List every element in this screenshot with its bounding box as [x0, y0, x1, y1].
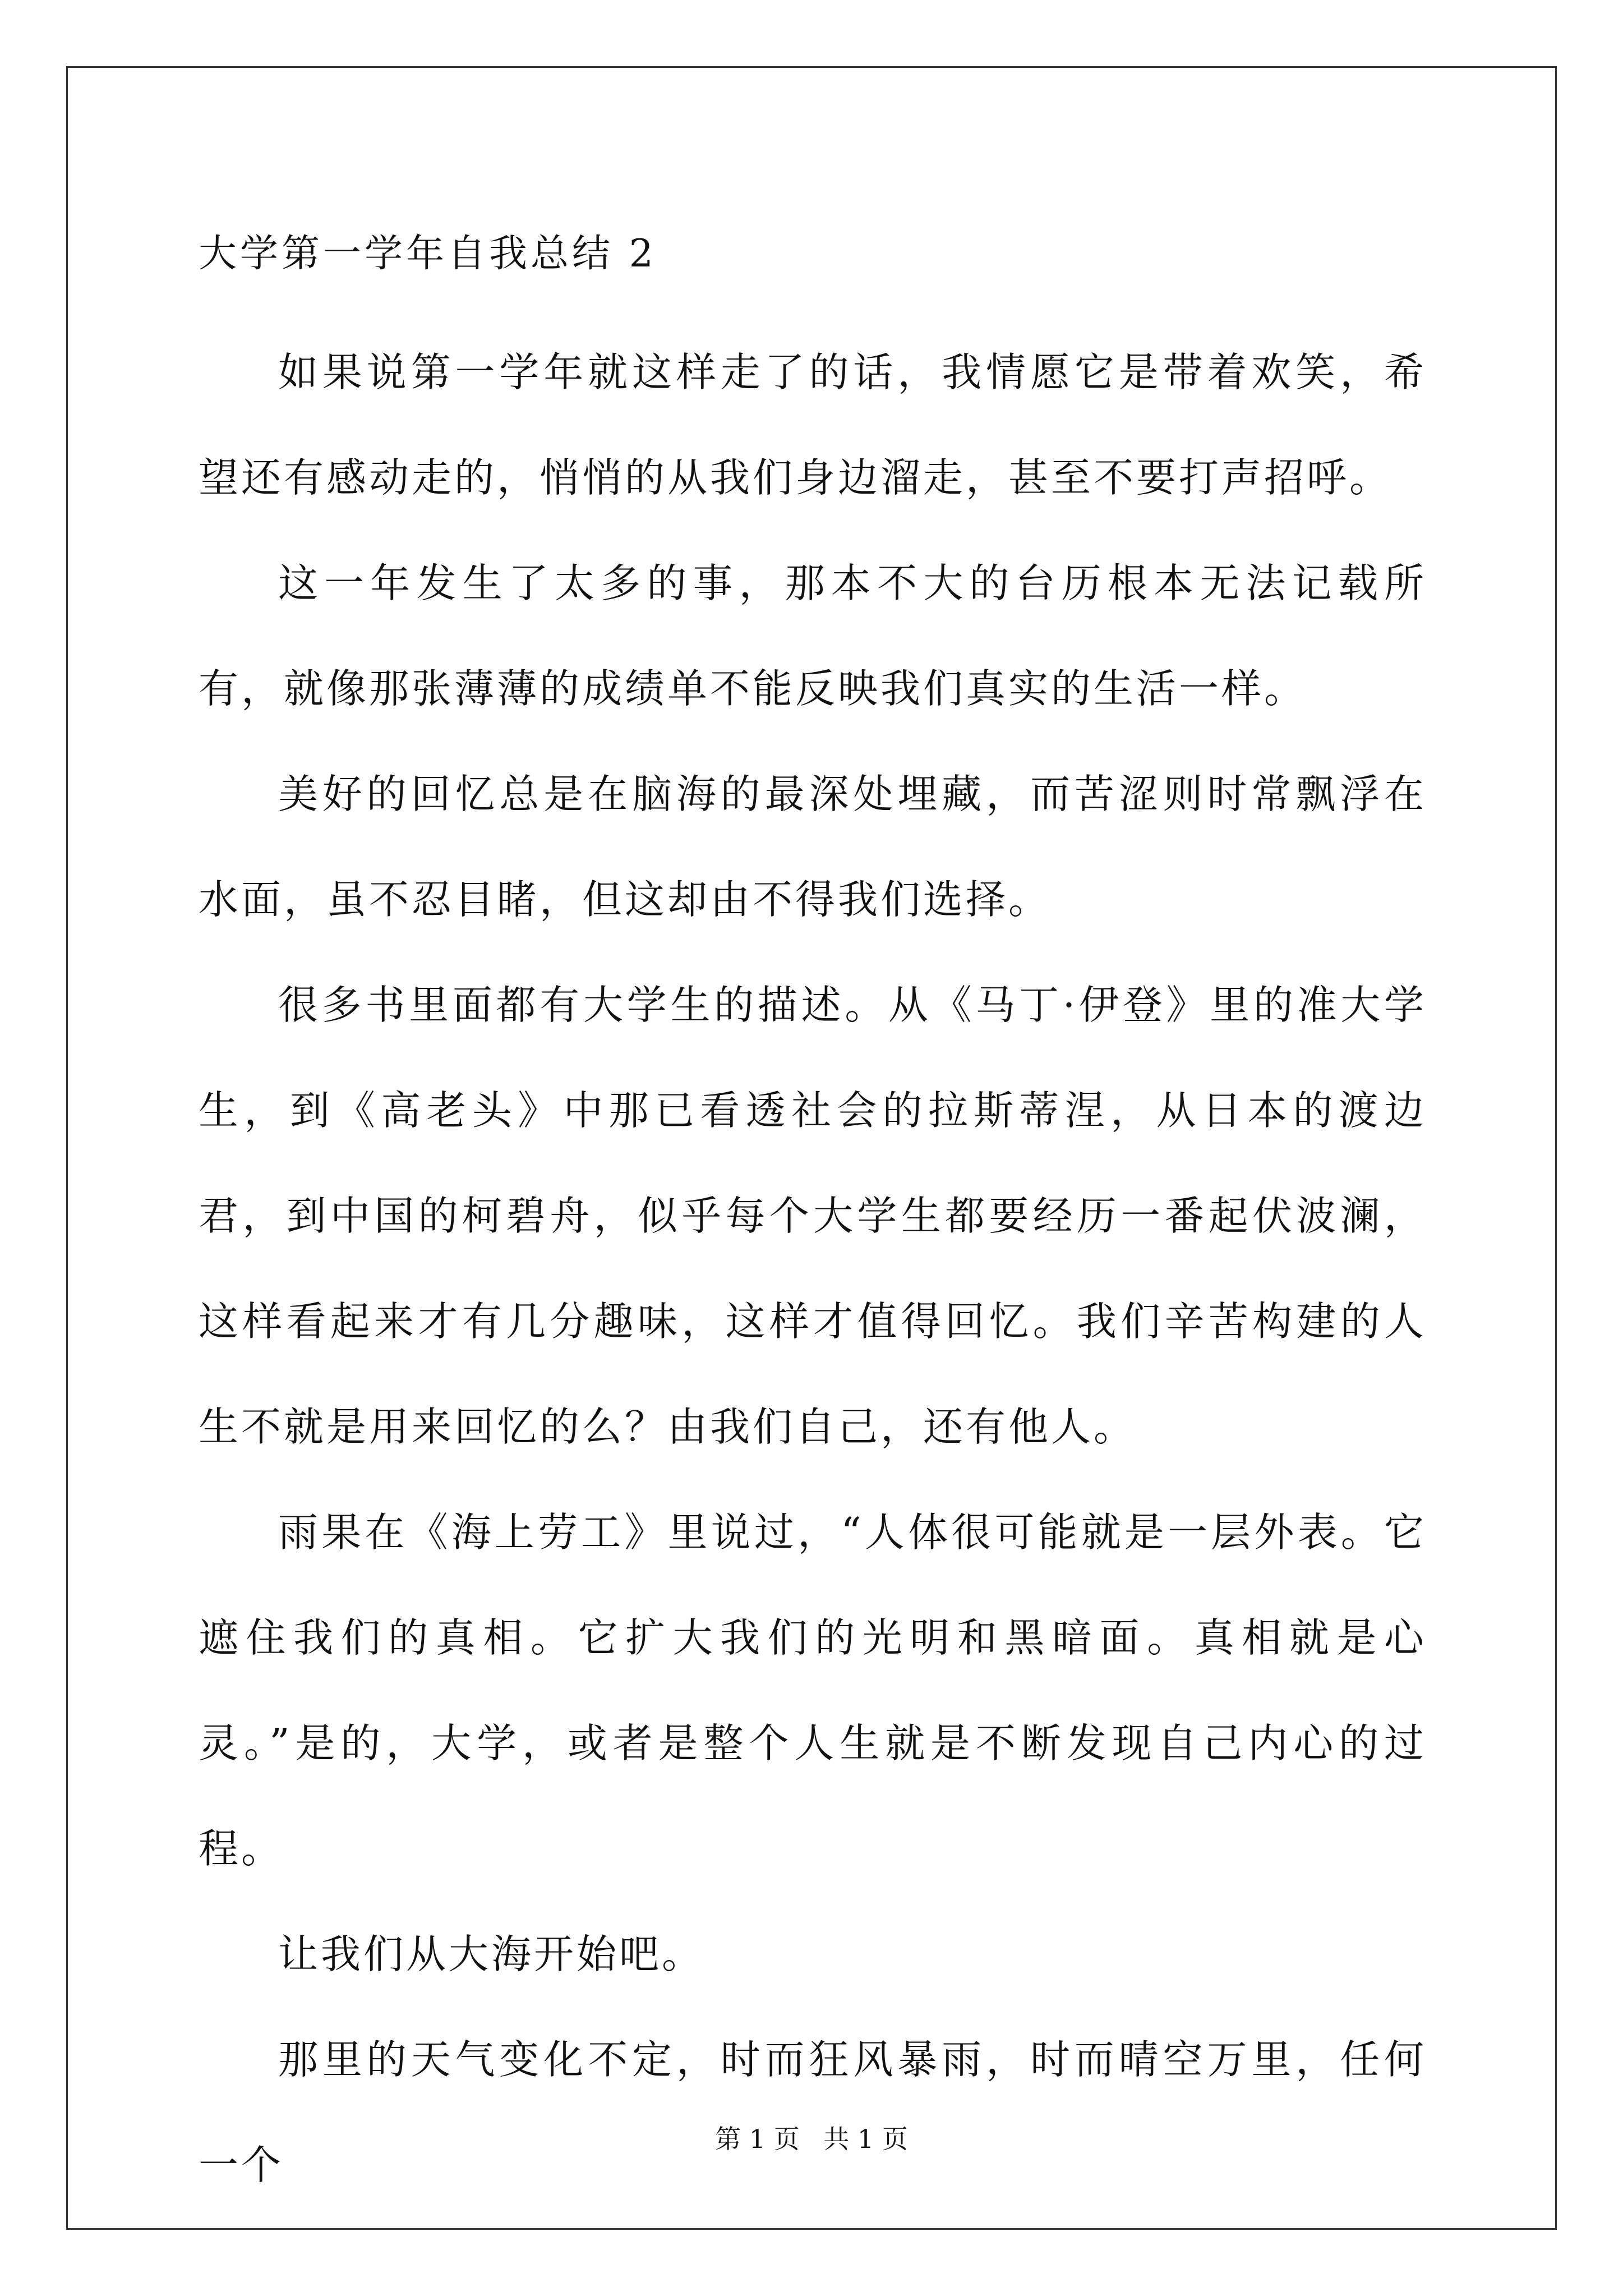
- paragraph-2: 这一年发生了太多的事，那本不大的台历根本无法记载所有，就像那张薄薄的成绩单不能反映我们真实的生活一样。: [199, 560, 1427, 712]
- paragraph-1: 如果说第一学年就这样走了的话，我情愿它是带着欢笑，希望还有感动走的，悄悄的从我们身边溜走，甚至不要打声招呼。: [199, 349, 1427, 501]
- paragraph-5: 雨果在《海上劳工》里说过，“人体很可能就是一层外表。它遮住我们的真相。它扩大我们的光明和黑暗面。真相就是心灵。”是的，大学，或者是整个人生就是不断发现自己内心的过程。: [199, 1509, 1427, 1872]
- page-footer: [0, 2122, 1623, 2156]
- page-number-current: 第 1 页: [715, 2124, 800, 2154]
- paragraph-4: 很多书里面都有大学生的描述。从《马丁·伊登》里的准大学生，到《高老头》中那已看透社会的拉斯蒂涅，从日本的渡边君，到中国的柯碧舟，似乎每个大学生都要经历一番起伏波澜，这样看起来才有几分趣味，这样才值得回忆。我们辛苦构建的人生不就是用来回忆的么？由我们自己，还有他人。: [199, 982, 1427, 1450]
- page-number-total: 共 1 页: [823, 2124, 908, 2154]
- document-body: [199, 320, 1427, 2218]
- document-title: 大学第一学年自我总结 2: [199, 232, 657, 276]
- paragraph-7: 那里的天气变化不定，时而狂风暴雨，时而晴空万里，任何一个: [199, 2036, 1427, 2188]
- paragraph-6: 让我们从大海开始吧。: [278, 1931, 705, 1977]
- paragraph-3: 美好的回忆总是在脑海的最深处埋藏，而苦涩则时常飘浮在水面，虽不忍目睹，但这却由不得我们选择。: [199, 771, 1427, 923]
